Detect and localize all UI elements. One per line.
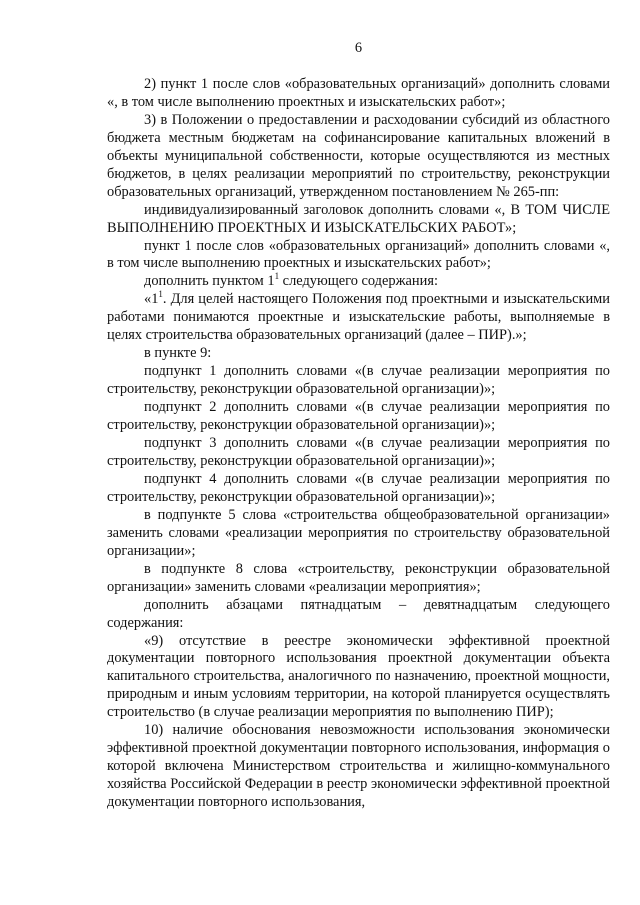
- paragraph-sub-1: подпункт 1 дополнить словами «(в случае реализации мероприятия по строительству, реконструкции образовательной организации)»;: [107, 363, 610, 398]
- add-point-tail: следующего содержания:: [279, 273, 438, 290]
- paragraph-4: пункт 1 после слов «образовательных организаций» дополнить словами «, в том числе выполнению проектных и изыскательских работ»;: [107, 237, 610, 272]
- paragraph-item-9: в пункте 9:: [144, 345, 212, 362]
- paragraph-2: 3) в Положении о предоставлении и расходовании субсидий из областного бюджета местным бюджетам на софинансирование капитальных вложений в объекты муниципальной собственности, которые осуществляются из местных бюджетов, в целях реализации мероприятий по строительству, реконструкции образовательных организаций, утвержденном постановлением № 265-пп:: [107, 111, 610, 200]
- paragraph-sub-5: в подпункте 5 слова «строительства общеобразовательной организации» заменить словами «реализации мероприятия по строительству образовательной организации»;: [107, 506, 610, 559]
- paragraph-3: индивидуализированный заголовок дополнить словами «, В ТОМ ЧИСЛЕ ВЫПОЛНЕНИЮ ПРОЕКТНЫХ И ИЗЫСКАТЕЛЬСКИХ РАБОТ»;: [107, 201, 610, 236]
- paragraph-sub-3: подпункт 3 дополнить словами «(в случае реализации мероприятия по строительству, реконструкции образовательной организации)»;: [107, 435, 610, 469]
- point-sup: 1: [158, 289, 163, 300]
- paragraph-add-point: [107, 273, 610, 291]
- paragraph-sub-8: в подпункте 8 слова «строительству, реконструкции образовательной организации» заменить словами «реализации мероприятия»;: [107, 560, 610, 595]
- paragraph-point-text: [107, 291, 610, 345]
- page-number: 6: [354, 40, 363, 56]
- add-point-text: дополнить пунктом 1: [144, 273, 275, 290]
- paragraph-1: 2) пункт 1 после слов «образовательных организаций» дополнить словами «, в том числе выполнению проектных и изыскательских работ»;: [107, 75, 610, 110]
- paragraph-new-10: 10) наличие обоснования невозможности использования экономически эффективной проектной документации повторного использования, информация о которой включена Министерством строительства и жилищно-коммунального хозяйства Российской Федерации в реестр экономически эффективной проектной документации повторного использования,: [107, 722, 610, 811]
- point-body: . Для целей настоящего Положения под проектными и изыскательскими работами понимаются проектные и изыскательские работы, выполняемые в целях строительства образовательных организаций (далее – ПИР).»;: [107, 291, 610, 344]
- point-open: «1: [144, 291, 159, 308]
- paragraph-sub-4: подпункт 4 дополнить словами «(в случае реализации мероприятия по строительству, реконструкции образовательной организации)»;: [107, 470, 610, 505]
- paragraph-new-9: «9) отсутствие в реестре экономически эффективной проектной документации повторного использования проектной документации объекта капитального строительства, аналогичного по назначению, проектной мощности, природным и иным условиям территории, на которой планируется осуществлять строительство (в случае реализации мероприятия по выполнению ПИР);: [107, 632, 610, 721]
- paragraph-sub-2: подпункт 2 дополнить словами «(в случае реализации мероприятия по строительству, реконструкции образовательной организации)»;: [107, 399, 610, 434]
- paragraph-add-abzats: дополнить абзацами пятнадцатым – девятнадцатым следующего содержания:: [107, 596, 610, 631]
- add-point-sup: 1: [274, 271, 280, 282]
